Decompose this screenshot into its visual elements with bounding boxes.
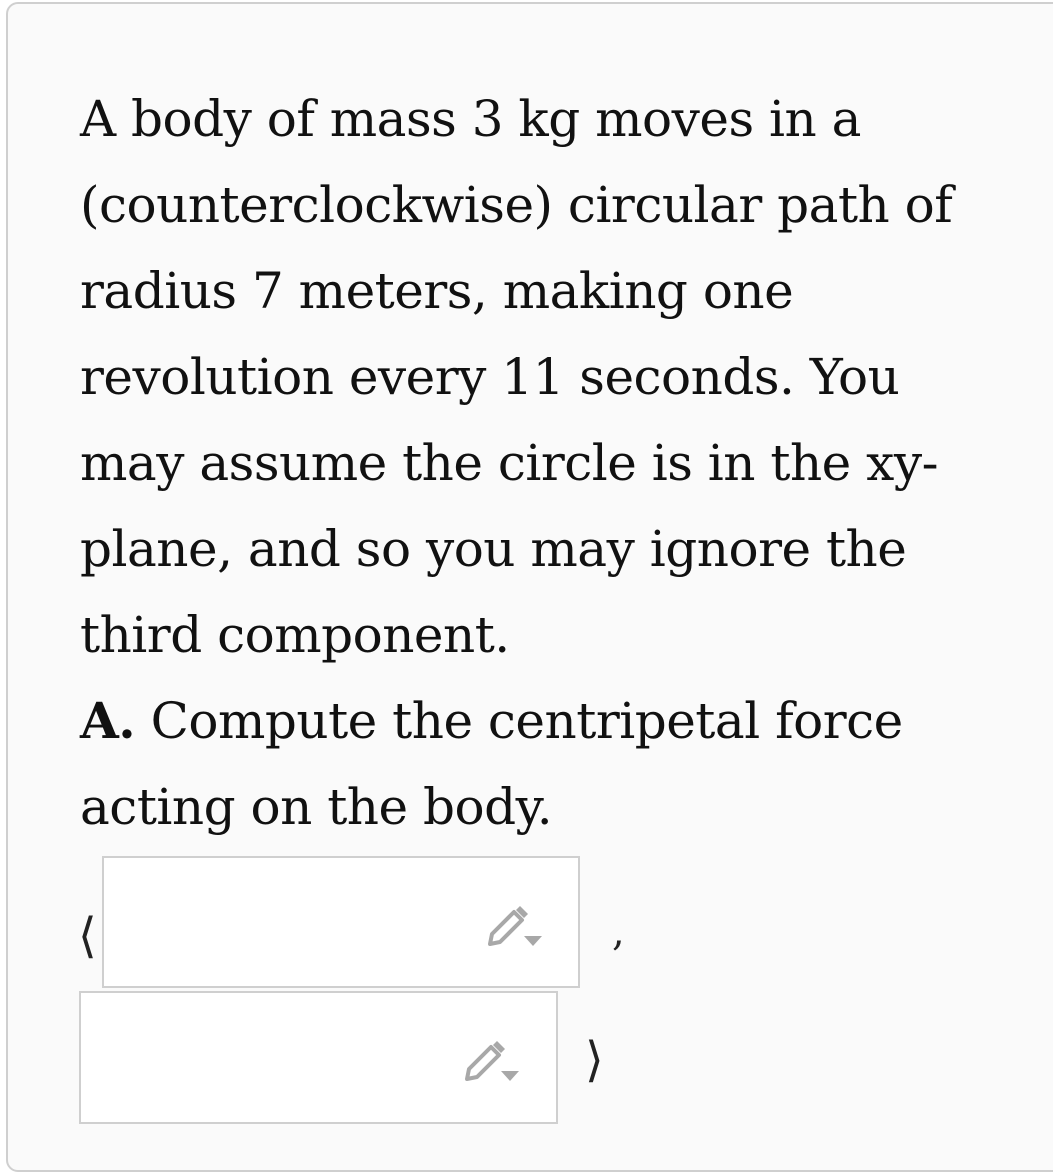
part-a-line [80,678,980,764]
open-angle-bracket: ⟨ [78,908,97,964]
answer-input-x[interactable] [114,868,478,970]
question-text [80,76,980,850]
answer-field-x[interactable] [102,856,580,988]
close-angle-bracket: ⟩ [585,1032,604,1088]
pencil-edit-icon[interactable] [461,1035,521,1085]
question-line: revolution every 11 seconds. You [80,348,900,406]
question-line: radius 7 meters, making one [80,262,794,320]
part-a-line: acting on the body. [80,778,553,836]
answer-input-y[interactable] [91,1003,455,1105]
question-line: third component. [80,606,510,664]
component-separator: , [612,909,625,955]
question-line: A body of mass 3 kg moves in a [80,90,861,148]
part-label: A. [80,691,136,750]
answer-field-y[interactable] [79,991,558,1124]
question-line: may assume the circle is in the xy- [80,434,938,492]
part-a-prompt: Compute the centripetal force [135,692,903,750]
pencil-edit-icon[interactable] [484,900,544,950]
question-line: (counterclockwise) circular path of [80,176,953,234]
question-line: plane, and so you may ignore the [80,520,907,578]
